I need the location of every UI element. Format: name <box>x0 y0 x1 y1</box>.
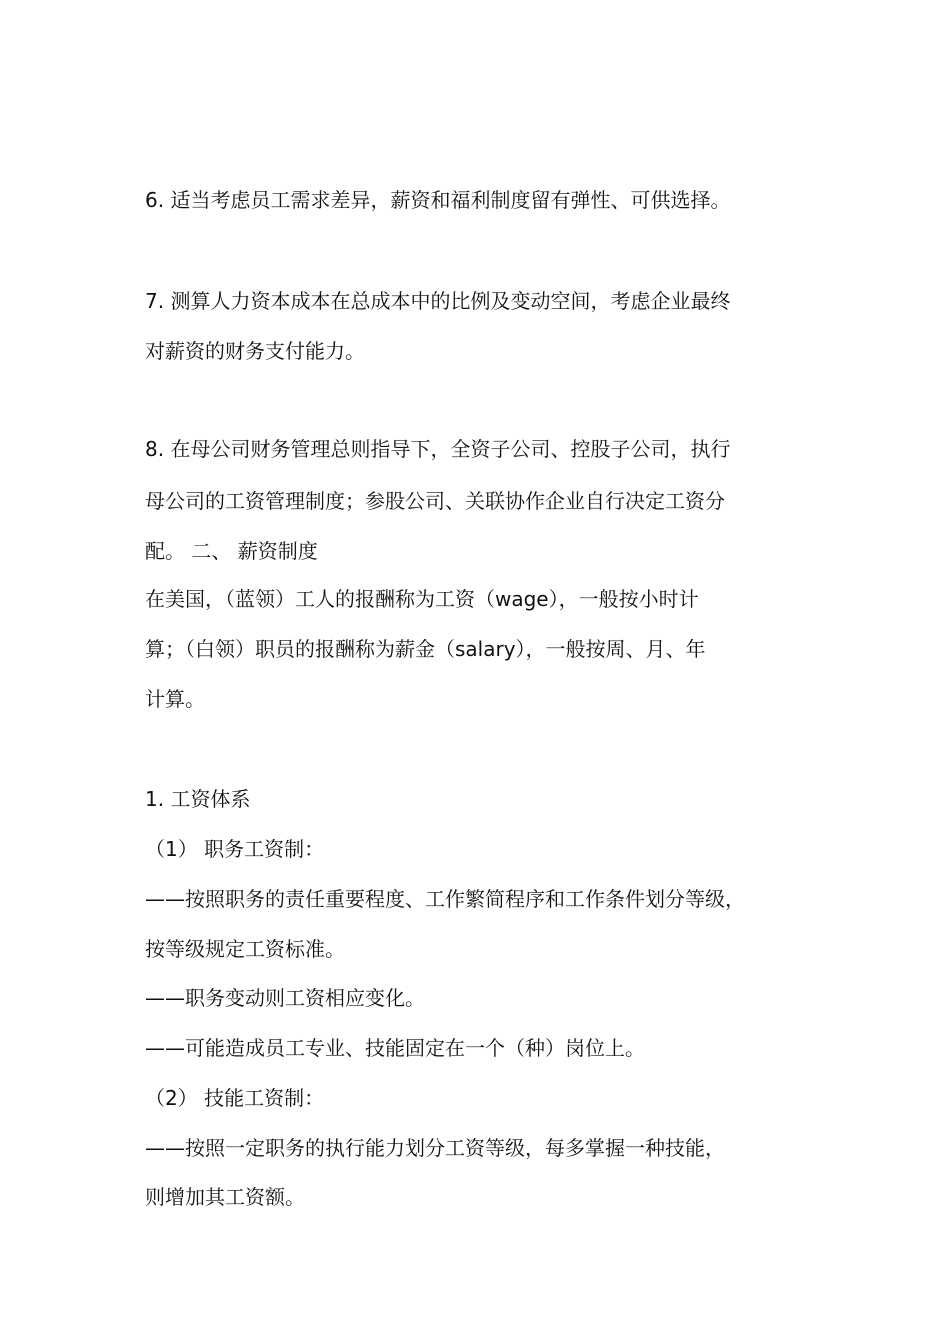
position-wage-point-2: ——职务变动则工资相应变化。 <box>145 986 425 1010</box>
subheading-position-wage: （1） 职务工资制： <box>145 837 325 861</box>
salary-intro-line-2: 算；（白领）职员的报酬称为薪金（salary），一般按周、月、年 <box>145 637 706 661</box>
salary-intro-line-3: 计算。 <box>145 687 205 711</box>
paragraph-item-6: 6. 适当考虑员工需求差异，薪资和福利制度留有弹性、可供选择。 <box>145 188 731 212</box>
paragraph-item-7-line-1: 7. 测算人力资本成本在总成本中的比例及变动空间，考虑企业最终 <box>145 289 731 313</box>
position-wage-point-3: ——可能造成员工专业、技能固定在一个（种）岗位上。 <box>145 1036 645 1060</box>
salary-intro-line-1: 在美国，（蓝领）工人的报酬称为工资（wage），一般按小时计 <box>145 587 699 611</box>
paragraph-item-8-line-1: 8. 在母公司财务管理总则指导下，全资子公司、控股子公司，执行 <box>145 437 731 461</box>
skill-wage-point-1-line-2: 则增加其工资额。 <box>145 1185 305 1209</box>
paragraph-item-8-line-2: 母公司的工资管理制度；参股公司、关联协作企业自行决定工资分 <box>145 489 725 513</box>
paragraph-item-7-line-2: 对薪资的财务支付能力。 <box>145 339 365 363</box>
position-wage-point-1-line-1: ——按照职务的责任重要程度、工作繁简程序和工作条件划分等级， <box>145 887 745 911</box>
subheading-skill-wage: （2） 技能工资制： <box>145 1086 325 1110</box>
paragraph-item-8-line-3: 配。 二、 薪资制度 <box>145 539 318 563</box>
skill-wage-point-1-line-1: ——按照一定职务的执行能力划分工资等级，每多掌握一种技能， <box>145 1136 725 1160</box>
position-wage-point-1-line-2: 按等级规定工资标准。 <box>145 937 345 961</box>
section-heading-wage-system: 1. 工资体系 <box>145 787 251 811</box>
